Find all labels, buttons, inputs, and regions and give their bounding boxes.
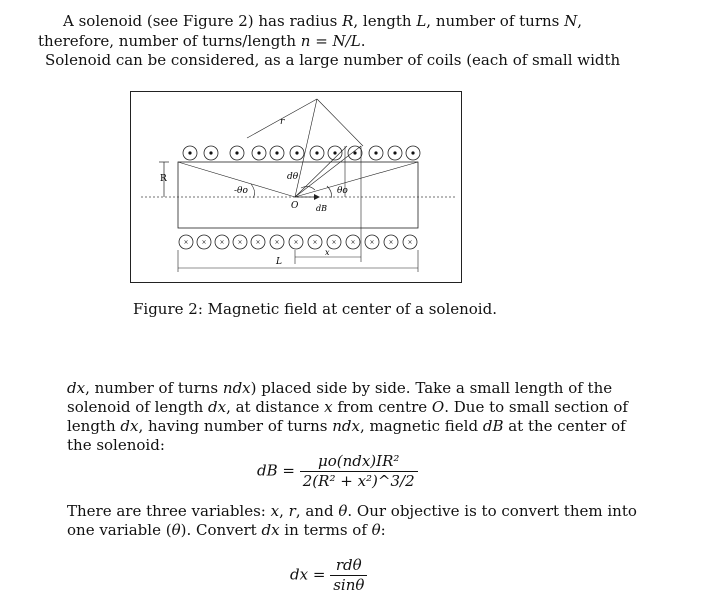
equation-dx-fraction [330,556,367,595]
solenoid-figure [130,91,462,283]
paragraph-2-line-4: the solenoid: [67,436,165,454]
label-r: r [280,117,285,127]
paragraph-3-line-2: one variable (θ). Convert dx in terms of θ: [67,521,386,539]
paragraph-1-line-3: Solenoid can be considered, as a large number of coils (each of small width [45,51,621,69]
solenoid-diagram [131,92,461,282]
equation-dB-numerator: μo(ndx)IR² [300,452,418,472]
svg-text:×: × [201,239,207,246]
equation-dx: dx = $\frac{\text{rdθ}}{\sin\theta}$ [290,556,367,595]
paragraph-2-line-2: solenoid of length dx, at distance x from centre O. Due to small section of [67,398,628,416]
svg-text:×: × [312,239,318,246]
label-R: R [160,174,167,184]
svg-text:×: × [407,239,413,246]
svg-text:×: × [274,239,280,246]
label-L: L [276,257,282,267]
equation-dx-numerator: rdθ [330,556,367,576]
svg-text:×: × [237,239,243,246]
equation-dB: dB = $\frac{\text{μo(ndx)IR²}}{\text{2(R² + x²)\textasciicircum{}3/2}}$ [257,452,418,491]
paragraph-2-line-3: length dx, having number of turns ndx, magnetic field dB at the center of [67,417,626,435]
label-x: x [325,248,330,257]
svg-text:×: × [183,239,189,246]
paragraph-1-line-2: therefore, number of turns/length n = N/L. [38,32,366,50]
top-coils [183,146,420,160]
svg-text:×: × [388,239,394,246]
svg-text:×: × [350,239,356,246]
figure-caption: Figure 2: Magnetic field at center of a solenoid. [133,300,497,318]
paragraph-3-line-1: There are three variables: x, r, and θ. Our objective is to convert them into [67,502,637,520]
paragraph-1-line-1: A solenoid (see Figure 2) has radius R, length L, number of turns N, [63,12,583,30]
paragraph-2-line-1: dx, number of turns ndx) placed side by side. Take a small length of the [67,379,613,397]
label-dtheta: dθ [287,172,299,182]
dimension-lines [178,250,418,272]
equation-dx-denominator: sinθ [333,576,365,594]
svg-text:×: × [219,239,225,246]
svg-text:×: × [331,239,337,246]
label-dB: dB [316,204,327,213]
svg-text:×: × [369,239,375,246]
svg-text:×: × [293,239,299,246]
label-O: O [291,201,299,211]
equation-dB-denominator: 2(R² + x²)^3/2 [302,472,415,490]
label-theta0-right: θo [337,186,348,196]
equation-dB-fraction [300,452,418,491]
label-theta0-left: -θo [234,186,248,196]
svg-text:×: × [255,239,261,246]
